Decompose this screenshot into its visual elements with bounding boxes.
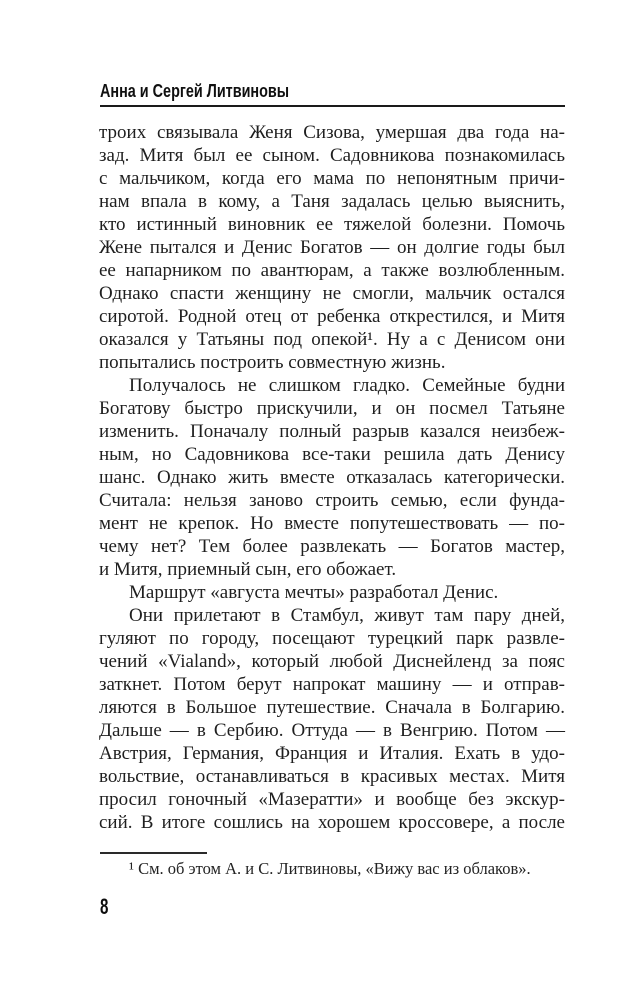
text-line: оказался у Татьяны под опекой¹. Ну а с Денисом они [99, 329, 565, 350]
text-line: нам впала в кому, а Таня задалась целью выяснить, [99, 191, 565, 212]
text-line: сий. В итоге сошлись на хорошем кроссовере, а после [99, 812, 565, 833]
text-line: мент не крепок. Но вместе попутешествовать — по- [99, 513, 565, 534]
text-line: зад. Митя был ее сыном. Садовникова познакомилась [99, 145, 565, 166]
text-line: Получалось не слишком гладко. Семейные будни [129, 375, 565, 396]
text-line: Австрия, Германия, Франция и Италия. Ехать в удо- [99, 743, 565, 764]
text-line: Маршрут «августа мечты» разработал Денис. [129, 582, 499, 603]
text-line: попытались построить совместную жизнь. [99, 352, 446, 373]
text-line: Богатову быстро прискучили, и он посмел Татьяне [99, 398, 565, 419]
text-line: гуляют по городу, посещают турецкий парк развле- [99, 628, 565, 649]
text-line: просил гоночный «Мазератти» и вообще без экскур- [99, 789, 565, 810]
text-line: чему нет? Тем более развлекать — Богатов мастер, [99, 536, 565, 557]
text-line: изменить. Поначалу полный разрыв казался неизбеж- [99, 421, 565, 442]
text-line: чений «Vialand», который любой Диснейленд за пояс [99, 651, 565, 672]
text-line: вольствие, останавливаться в красивых местах. Митя [99, 766, 565, 787]
text-line: заткнет. Потом берут напрокат машину — и отправ- [99, 674, 565, 695]
text-line: Считала: нельзя заново строить семью, если фунда- [99, 490, 565, 511]
text-line: шанс. Однако жить вместе отказалась категорически. [99, 467, 565, 488]
text-line: троих связывала Женя Сизова, умершая два года на- [99, 122, 565, 143]
text-line: ным, но Садовникова все-таки решила дать Денису [99, 444, 565, 465]
text-line: и Митя, приемный сын, его обожает. [99, 559, 397, 580]
text-line: Они прилетают в Стамбул, живут там пару дней, [129, 605, 565, 626]
text-line: Дальше — в Сербию. Оттуда — в Венгрию. Потом — [99, 720, 565, 741]
text-line: ляются в Большое путешествие. Сначала в Болгарию. [99, 697, 565, 718]
text-line: Однако спасти женщину не смогли, мальчик остался [99, 283, 565, 304]
footnote-rule [100, 852, 207, 854]
text-line: кто истинный виновник ее тяжелой болезни. Помочь [99, 214, 565, 235]
running-header-author: Анна и Сергей Литвиновы [100, 80, 290, 101]
text-line: Жене пытался и Денис Богатов — он долгие годы был [99, 237, 565, 258]
text-line: с мальчиком, когда его мама по непонятным причи- [99, 168, 565, 189]
footnote: ¹ См. об этом А. и С. Литвиновы, «Вижу вас из облаков». [129, 859, 531, 878]
body-text [99, 121, 565, 834]
header-rule [100, 105, 565, 107]
text-line: сиротой. Родной отец от ребенка открестился, и Митя [99, 306, 565, 327]
page-number: 8 [100, 895, 109, 920]
text-line: ее напарником по авантюрам, а также возлюбленным. [99, 260, 565, 281]
